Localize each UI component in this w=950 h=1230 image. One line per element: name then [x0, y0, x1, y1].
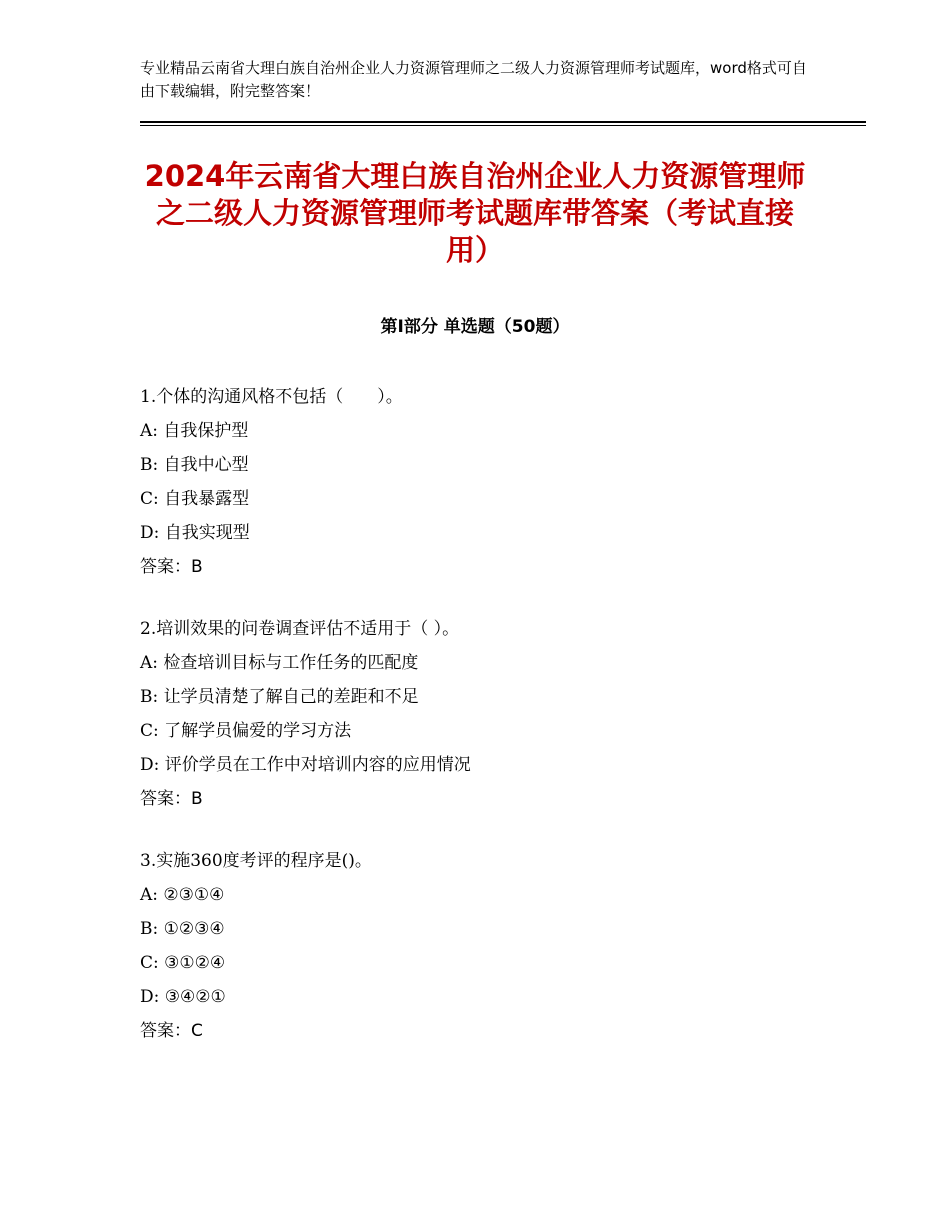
option-c: C: 了解学员偏爱的学习方法 — [140, 721, 352, 741]
question-list — [140, 380, 840, 1076]
section-heading: 第Ⅰ部分 单选题（50题） — [380, 317, 570, 337]
option-a: A: ②③①④ — [140, 885, 225, 905]
option-d: D: 评价学员在工作中对培训内容的应用情况 — [140, 755, 471, 775]
question-3 — [140, 844, 840, 1048]
option-c: C: ③①②④ — [140, 953, 226, 973]
header-rule-thin — [140, 125, 866, 126]
option-b: B: 让学员清楚了解自己的差距和不足 — [140, 687, 419, 707]
option-c: C: 自我暴露型 — [140, 489, 250, 509]
answer-label: 答案：B — [140, 789, 203, 809]
question-stem: 1.个体的沟通风格不包括（ ）。 — [140, 387, 403, 407]
header-rule-thick — [140, 121, 866, 123]
header-note: 专业精品云南省大理白族自治州企业人力资源管理师之二级人力资源管理师考试题库，word格式可自由下载编辑，附完整答案！ — [140, 59, 807, 100]
question-stem: 2.培训效果的问卷调查评估不适用于（ ）。 — [140, 619, 460, 639]
answer-label: 答案：C — [140, 1021, 203, 1041]
document-title: 2024年云南省大理白族自治州企业人力资源管理师之二级人力资源管理师考试题库带答案（考试直接用） — [144, 159, 806, 267]
option-a: A: 检查培训目标与工作任务的匹配度 — [140, 653, 419, 673]
answer-label: 答案：B — [140, 557, 203, 577]
question-1 — [140, 380, 840, 584]
option-b: B: 自我中心型 — [140, 455, 249, 475]
question-2 — [140, 612, 840, 816]
option-a: A: 自我保护型 — [140, 421, 249, 441]
question-stem: 3.实施360度考评的程序是()。 — [140, 851, 372, 871]
option-d: D: 自我实现型 — [140, 523, 250, 543]
option-d: D: ③④②① — [140, 987, 226, 1007]
option-b: B: ①②③④ — [140, 919, 225, 939]
